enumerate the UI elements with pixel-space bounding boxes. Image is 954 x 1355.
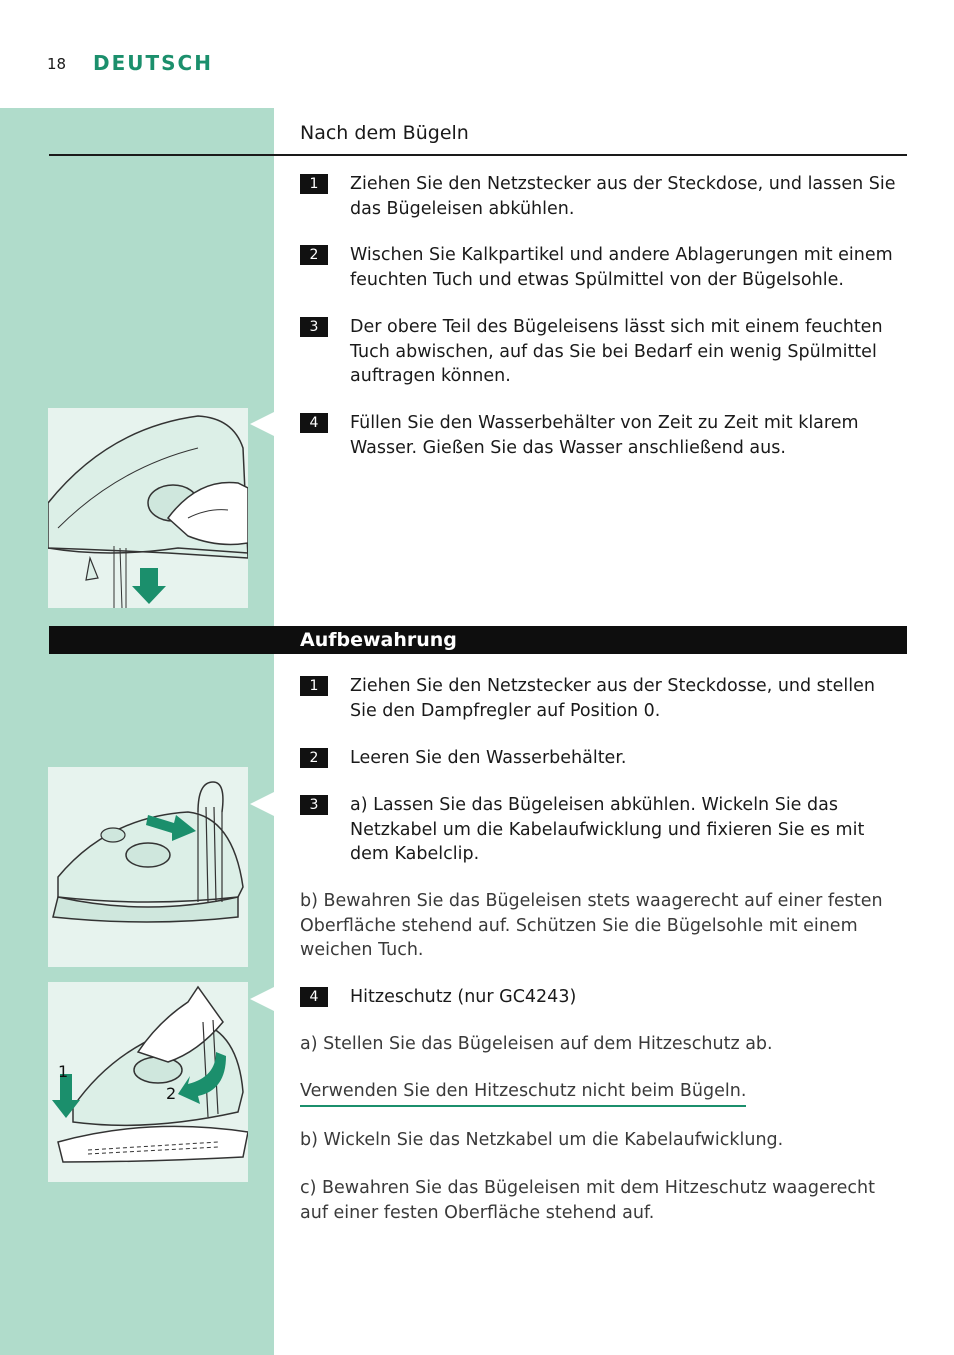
illustration-pointer — [250, 987, 274, 1011]
step-text: Hitzeschutz (nur GC4243) — [350, 987, 577, 1007]
step-item — [300, 746, 906, 771]
step-number-badge: 4 — [300, 987, 328, 1007]
step-text: Füllen Sie den Wasserbehälter von Zeit zu Zeit mit klarem Wasser. Gießen Sie das Wasser anschließend aus. — [350, 413, 859, 458]
language-heading: DEUTSCH — [93, 51, 213, 75]
step-item — [300, 411, 906, 460]
step-text: Leeren Sie den Wasserbehälter. — [350, 748, 627, 768]
step-number-badge: 2 — [300, 748, 328, 768]
section-title-after-ironing: Nach dem Bügeln — [300, 122, 469, 144]
step-text: Der obere Teil des Bügeleisens lässt sich mit einem feuchten Tuch abwischen, auf das Sie bei Bedarf ein wenig Spülmittel auftragen können. — [350, 317, 883, 386]
section-header-bar — [49, 626, 907, 654]
step-number-badge: 2 — [300, 245, 328, 265]
step3-paragraph-b: b) Bewahren Sie das Bügeleisen stets waagerecht auf einer festen Oberfläche stehend auf. Schützen Sie die Bügelsohle mit einem weichen Tuch. — [300, 891, 883, 960]
illustration-label-1: 1 — [58, 1062, 69, 1081]
step-text: Wischen Sie Kalkpartikel und andere Ablagerungen mit einem feuchten Tuch und etwas Spülmittel von der Bügelsohle. — [350, 245, 893, 290]
illustration-label-2: 2 — [166, 1084, 177, 1103]
step4-paragraph-a: a) Stellen Sie das Bügeleisen auf dem Hitzeschutz ab. — [300, 1034, 773, 1054]
step-text: Ziehen Sie den Netzstecker aus der Steckdosse, und stellen Sie den Dampfregler auf Position 0. — [350, 676, 876, 721]
step-number-badge: 3 — [300, 795, 328, 815]
section-divider — [49, 154, 907, 156]
step4-paragraph-b: b) Wickeln Sie das Netzkabel um die Kabelaufwicklung. — [300, 1130, 784, 1150]
iron-emptying-drawing — [48, 408, 248, 608]
step-number-badge: 4 — [300, 413, 328, 433]
step-text: a) Lassen Sie das Bügeleisen abkühlen. Wickeln Sie das Netzkabel um die Kabelaufwicklung und fixieren Sie es mit dem Kabelclip. — [350, 795, 865, 864]
step-item — [300, 243, 906, 292]
step-item — [300, 674, 906, 723]
section-title-storage: Aufbewahrung — [300, 629, 457, 651]
illustration-pointer — [250, 412, 274, 436]
iron-heat-guard-drawing — [48, 982, 248, 1182]
step-number-badge: 3 — [300, 317, 328, 337]
illustration-pointer — [250, 792, 274, 816]
page-number: 18 — [47, 55, 67, 73]
step-item — [300, 315, 906, 389]
step4-warning-note: Verwenden Sie den Hitzeschutz nicht beim Bügeln. — [300, 1079, 746, 1107]
step-item — [300, 172, 906, 221]
step-text: Ziehen Sie den Netzstecker aus der Steckdose, und lassen Sie das Bügeleisen abkühlen. — [350, 174, 896, 219]
step4-paragraph-c: c) Bewahren Sie das Bügeleisen mit dem Hitzeschutz waagerecht auf einer festen Oberfläche stehend auf. — [300, 1178, 875, 1223]
step-item — [300, 985, 906, 1010]
step-number-badge: 1 — [300, 174, 328, 194]
step-number-badge: 1 — [300, 676, 328, 696]
iron-cord-wrap-drawing — [48, 767, 248, 967]
illustration-cord-wrap — [48, 767, 248, 967]
step-item — [300, 793, 906, 867]
illustration-emptying-water-tank — [48, 408, 248, 608]
illustration-heat-guard — [48, 982, 248, 1182]
